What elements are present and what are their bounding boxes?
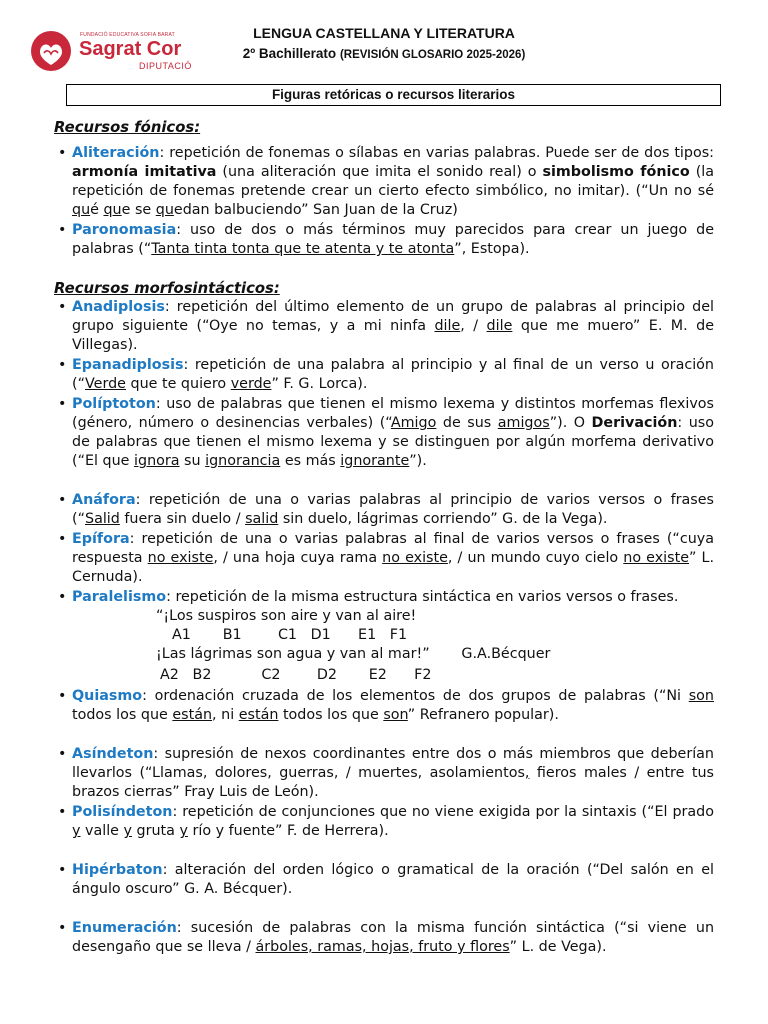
term-quiasmo: Quiasmo xyxy=(72,688,143,704)
list-item-anafora: • Anáfora: repetición de una o varias palabras al principio de varios versos o frases (“Salid fuera sin duelo / salid sin duelo, lágrimas corriendo” G. de la Vega). xyxy=(54,491,714,529)
list-item-enumeracion: • Enumeración: sucesión de palabras con la misma función sintáctica (“si viene un desengaño que se lleva / árboles, ramas, hojas, fruto y flores” L. de Vega). xyxy=(54,919,714,957)
term-anafora: Anáfora xyxy=(72,492,136,508)
morfo-list-3 xyxy=(54,745,714,841)
term-epanadiplosis: Epanadiplosis xyxy=(72,357,184,373)
logo-foundation: FUNDACIÓ EDUCATIVA SOFIA BARAT xyxy=(80,32,175,38)
morfo-list-2 xyxy=(54,491,714,725)
term-enumeracion: Enumeración xyxy=(72,920,177,936)
term-asindeton: Asíndeton xyxy=(72,746,154,762)
morfo-list-5 xyxy=(54,919,714,957)
list-item-aliteracion: • Aliteración: repetición de fonemas o sílabas en varias palabras. Puede ser de dos tipos: armonía imitativa (una aliteración que imita el sonido real) o simbolismo fónico (la repetición de fonemas pretende crear un cierto efecto simbólico, no imitar). (“Un no sé qué que se quedan balbuciendo” San Juan de la Cruz) xyxy=(54,144,714,220)
list-item-paronomasia: • Paronomasia: uso de dos o más términos muy parecidos para crear un juego de palabras (“Tanta tinta tonta que te atenta y te atonta”, Estopa). xyxy=(54,221,714,259)
verse-marks-2: A2 B2 C2 D2 E2 F2 xyxy=(160,667,432,683)
glossary-content xyxy=(54,118,714,958)
list-item-anadiplosis: • Anadiplosis: repetición del último elemento de un grupo de palabras al principio del grupo siguiente (“Oye no temas, y a mi ninfa dile, / dile que me muero” E. M. de Villegas). xyxy=(54,298,714,355)
list-item-paralelismo: • Paralelismo: repetición de la misma estructura sintáctica en varios versos o frases. “¡Los suspiros son aire y van al aire! A1 B1 C1 D1 E1 F1 ¡Las lágrimas son agua y van al mar!” G.A.Bécquer A2 B2 C2 D2 E2 F2 xyxy=(54,588,714,686)
term-aliteracion: Aliteración xyxy=(72,145,160,161)
list-item-hiperbaton: • Hipérbaton: alteración del orden lógico o gramatical de la oración (“Del salón en el ángulo oscuro” G. A. Bécquer). xyxy=(54,861,714,899)
course-line xyxy=(0,46,768,61)
section-heading-fonicos: Recursos fónicos: xyxy=(54,119,201,136)
fonicos-list xyxy=(54,144,714,259)
list-item-quiasmo: • Quiasmo: ordenación cruzada de los elementos de dos grupos de palabras (“Ni son todos los que están, ni están todos los que son” Refranero popular). xyxy=(54,687,714,725)
subject-title: LENGUA CASTELLANA Y LITERATURA xyxy=(253,25,515,41)
paralelismo-example xyxy=(72,607,714,686)
logo-brand: Sagrat Cor xyxy=(79,38,182,60)
course-note: (REVISIÓN GLOSARIO 2025-2026) xyxy=(339,49,526,61)
verse-marks-1: A1 B1 C1 D1 E1 F1 xyxy=(172,627,408,643)
list-item-polisindeton: • Polisíndeton: repetición de conjunciones que no viene exigida por la sintaxis (“El prado y valle y gruta y río y fuente” F. de Herrera). xyxy=(54,803,714,841)
logo-region: DIPUTACIÓ xyxy=(139,61,192,71)
verse-line-1: “¡Los suspiros son aire y van al aire! xyxy=(156,608,417,624)
list-item-epifora: • Epífora: repetición de una o varias palabras al final de varios versos o frases (“cuya respuesta no existe, / una hoja cuya rama no existe, / un mundo cuyo cielo no existe” L. Cernuda). xyxy=(54,530,714,587)
morfo-list-1 xyxy=(54,298,714,471)
list-item-asindeton: • Asíndeton: supresión de nexos coordinantes entre dos o más miembros que deberían llevarlos (“Llamas, dolores, guerras, / muertes, asolamientos, fieros males / entre tus brazos cierras” Fray Luis de León). xyxy=(54,745,714,802)
term-derivacion: Derivación xyxy=(591,415,678,431)
term-anadiplosis: Anadiplosis xyxy=(72,299,165,315)
term-hiperbaton: Hipérbaton xyxy=(72,862,163,878)
term-poliptoton: Políptoton xyxy=(72,396,156,412)
list-item-epanadiplosis: • Epanadiplosis: repetición de una palabra al principio y al final de un verso u oración (“Verde que te quiero verde” F. G. Lorca). xyxy=(54,356,714,394)
term-paralelismo: Paralelismo xyxy=(72,589,167,605)
course: 2º Bachillerato xyxy=(242,46,337,61)
list-item-poliptoton: • Políptoton: uso de palabras que tienen el mismo lexema y distintos morfemas flexivos (género, número o desinencias verbales) (“Amigo de sus amigos”). O Derivación: uso de palabras que tienen el mismo lexema y se distinguen por algún morfema derivativo (“El que ignora su ignorancia es más ignorante”). xyxy=(54,395,714,471)
verse-line-2: ¡Las lágrimas son agua y van al mar!” G.A.Bécquer xyxy=(156,646,551,662)
section-heading-morfosintacticos: Recursos morfosintácticos: xyxy=(54,280,280,297)
page-title-box: Figuras retóricas o recursos literarios xyxy=(66,84,721,106)
term-polisindeton: Polisíndeton xyxy=(72,804,173,820)
term-epifora: Epífora xyxy=(72,531,130,547)
morfo-list-4 xyxy=(54,861,714,899)
term-paronomasia: Paronomasia xyxy=(72,222,177,238)
